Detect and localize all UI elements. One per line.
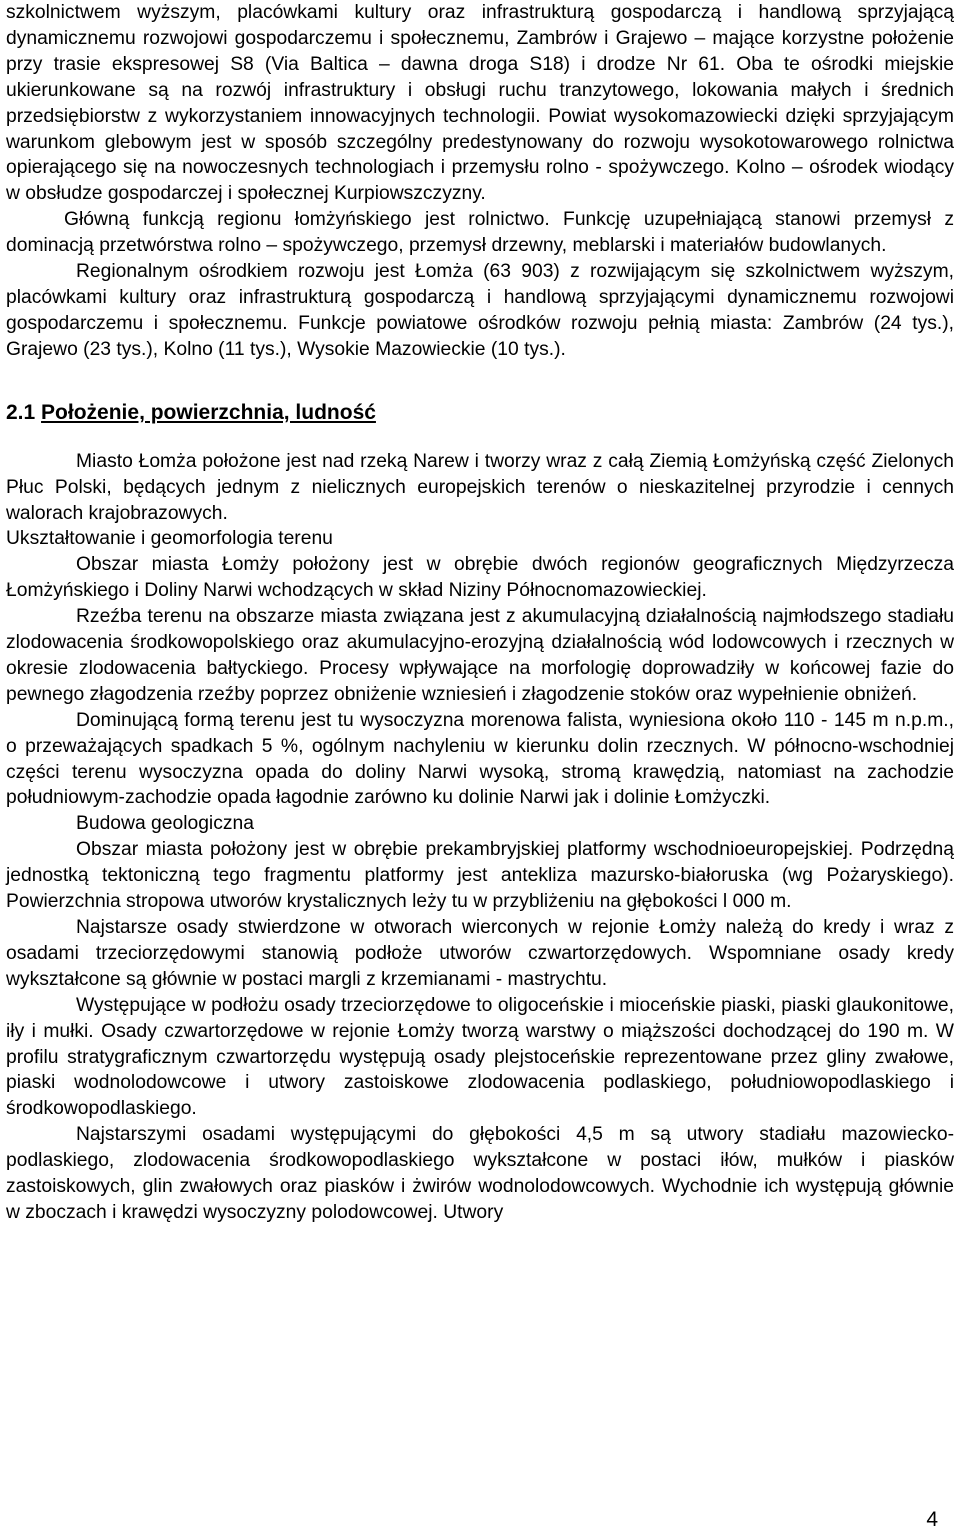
paragraph-terrain-relief: Rzeźba terenu na obszarze miasta związana jest z akumulacyjną działalnością najmłodszego stadiału zlodowacenia środkowopolskiego oraz akumulacyjno-erozyjną działalnością wód lodowcowych i rzecznych w okresie zlodowacenia bałtyckiego. Procesy wpływające na morfologię doprowadziły w końcowej fazie do pewnego złagodzenia rzeźby poprzez obniżenie wzniesień i złagodzenie stoków oraz wypełnienie obniżeń. bbox=[6, 606, 954, 705]
paragraph-geology-platform: Obszar miasta położony jest w obrębie prekambryjskiej platformy wschodnioeuropejskiej. Podrzędną jednostką tektoniczną tego fragmentu platformy jest anteklizа mazursko-białoruska (wg Pożaryskiego). Powierzchnia stropowa utworów krystalicznych leży tu w przybliżeniu na głębokości l 000 m. bbox=[6, 839, 954, 913]
subheading-geology: Budowa geologiczna bbox=[76, 813, 254, 835]
document-page bbox=[6, 0, 954, 1226]
paragraph-terrain-regions: Obszar miasta Łomży położony jest w obrębie dwóch regionów geograficznych Międzyrzecza Łomżyńskiego i Doliny Narwi wchodzących w skład Niziny Północnomazowieckiej. bbox=[6, 554, 954, 602]
paragraph-intro: Miasto Łomża położone jest nad rzeką Narew i tworzy wraz z całą Ziemią Łomżyńską część Zielonych Płuc Polski, będących jednym z nielicznych europejskich terenów o nieskazitelnej przyrodzie i cennych walorach krajobrazowych. bbox=[6, 450, 954, 524]
paragraph-regional-center: Regionalnym ośrodkiem rozwoju jest Łomża (63 903) z rozwijającym się szkolnictwem wyższym, placówkami kultury oraz infrastrukturą gospodarczą i handlową sprzyjającymi dynamicznemu rozwojowi gospodarczemu i społecznemu. Funkcje powiatowe ośrodków rozwoju pełnią miasta: Zambrów (24 tys.), Grajewo (23 tys.), Kolno (11 tys.), Wysokie Mazowieckie (10 tys.). bbox=[6, 261, 954, 360]
section-heading bbox=[6, 399, 954, 427]
page-number: 4 bbox=[926, 1508, 938, 1531]
paragraph-continuation: szkolnictwem wyższym, placówkami kultury oraz infrastrukturą gospodarczą i handlową sprzyjającą dynamicznemu rozwojowi gospodarczemu i społecznemu, Zambrów i Grajewo – mające korzystne położenie przy trasie ekspresowej S8 (Via Baltica – dawna droga S18) i drodze Nr 61. Oba te ośrodki miejskie ukierunkowane są na rozwój infrastruktury i obsługi ruchu tranzytowego, lokowania małych i średnich przedsiębiorstw z wykorzystaniem innowacyjnych technologii. Powiat wysokomazowiecki dzięki sprzyjającym warunkom glebowym jest w sposób szczególny predestynowany do rozwoju wysokotowarowego rolnictwa opierającego się na nowoczesnych technologiach i przemysłu rolno - spożywczego. Kolno – ośrodek wiodący w obsłudze gospodarczej i społecznej Kurpiowszczyzny. bbox=[6, 2, 954, 205]
paragraph-geology-oldest: Najstarszymi osadami występującymi do głębokości 4,5 m są utwory stadiału mazowiecko-podlaskiego, zlodowacenia środkowopodlaskiego wykształcone w postaci iłów, mułków i piasków zastoiskowych, glin zwałowych oraz piasków i żwirów wodnolodowcowych. Wychodnie ich występują głównie w zboczach i krawędzi wysoczyzny polodowcowej. Utwory bbox=[6, 1124, 954, 1223]
paragraph-terrain-upland: Dominującą formą terenu jest tu wysoczyzna morenowa falista, wyniesiona około 110 - 145 m n.p.m., o przeważających spadkach 5 %, ogólnym nachyleniu w kierunku dolin rzecznych. W północno-wschodniej części terenu wysoczyzna opada do doliny Narwi wysoką, stromą krawędzią, natomiast na zachodzie południowym-zachodzie opada łagodnie zarówno ku dolinie Narwi jak i dolinie Łomżyczki. bbox=[6, 709, 954, 809]
paragraph-geology-cretaceous: Najstarsze osady stwierdzone w otworach wierconych w rejonie Łomży należą do kredy i wraz z osadami trzeciorzędowymi stanowią podłoże utworów czwartorzędowych. Wspomniane osady kredy wykształcone są głównie w postaci margli z krzemianami - mastrychtu. bbox=[6, 917, 954, 990]
section-number: 2.1 bbox=[6, 400, 36, 424]
section-title: Położenie, powierzchnia, ludność bbox=[41, 400, 376, 424]
subheading-terrain: Ukształtowanie i geomorfologia terenu bbox=[6, 528, 333, 550]
paragraph-geology-tertiary: Występujące w podłożu osady trzeciorzędowe to oligoceńskie i mioceńskie piaski, piaski glaukonitowe, iły i mułki. Osady czwartorzędowe w rejonie Łomży tworzą warstwy o miąższości dochodzącej do 190 m. W profilu stratygraficznym czwartorzędu występują osady plejstoceńskie reprezentowane przez gliny zwałowe, piaski wodnolodowcowe i utwory zastoiskowe zlodowacenia podlaskiego, południowopodlaskiego i środkowopodlaskiego. bbox=[6, 994, 954, 1120]
paragraph-main-function: Główną funkcją regionu łomżyńskiego jest rolnictwo. Funkcję uzupełniającą stanowi przemysł z dominacją przetwórstwa rolno – spożywczego, przemysł drzewny, meblarski i materiałów budowlanych. bbox=[6, 209, 954, 257]
